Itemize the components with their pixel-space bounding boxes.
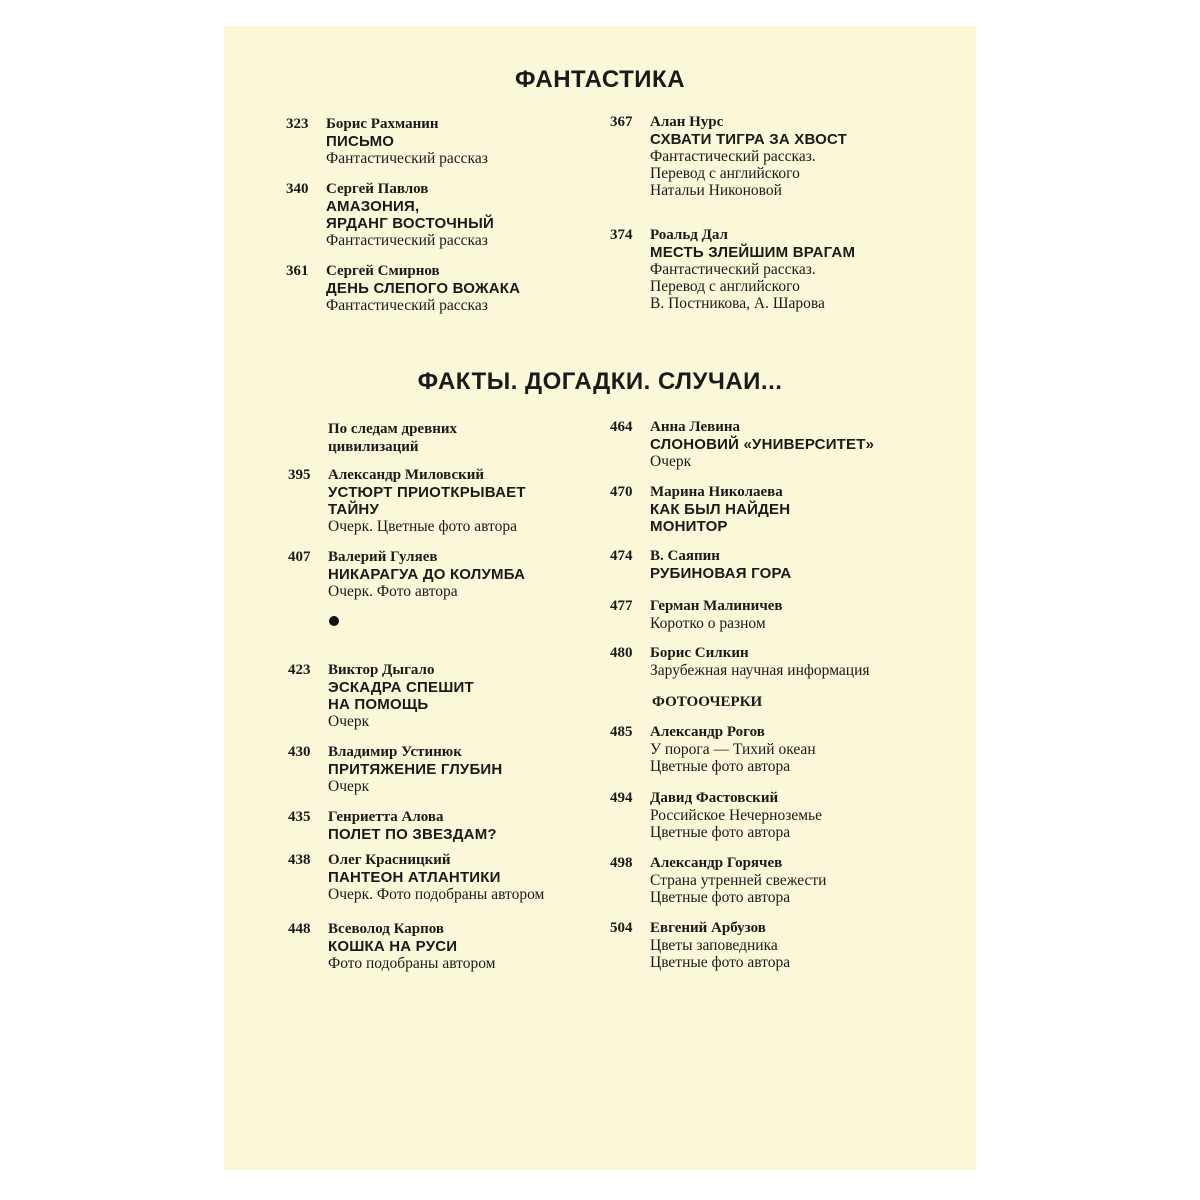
author-name: Александр Миловский: [328, 467, 485, 483]
article-title: НИКАРАГУА ДО КОЛУМБА: [328, 566, 526, 583]
article-description: Цветные фото автора: [650, 758, 791, 775]
article-description: Фантастический рассказ: [326, 297, 488, 314]
page-number: 494: [610, 790, 633, 806]
author-name: Давид Фастовский: [650, 790, 779, 806]
article-description: Зарубежная научная информация: [650, 662, 870, 679]
page-number: 423: [288, 662, 311, 678]
author-name: Анна Левина: [650, 419, 740, 435]
article-description: Натальи Никоновой: [650, 182, 782, 199]
article-title: ЭСКАДРА СПЕШИТ: [328, 679, 474, 696]
article-title: ЯРДАНГ ВОСТОЧНЫЙ: [326, 215, 494, 232]
article-title: ДЕНЬ СЛЕПОГО ВОЖАКА: [326, 280, 521, 297]
entry-body: [650, 114, 950, 199]
author-name: Сергей Смирнов: [326, 263, 440, 279]
article-title: КАК БЫЛ НАЙДЕН: [650, 501, 791, 518]
author-name: Евгений Арбузов: [650, 920, 766, 936]
subheading-photoessays: ФОТООЧЕРКИ: [652, 694, 763, 710]
article-description: Очерк: [328, 778, 370, 795]
page-number: 480: [610, 645, 633, 661]
article-title: ТАЙНУ: [328, 501, 379, 518]
article-description: Фантастический рассказ: [326, 232, 488, 249]
author-name: В. Саяпин: [650, 548, 720, 564]
author-name: Марина Николаева: [650, 484, 783, 500]
page-number: 367: [610, 114, 633, 130]
entry-body: [328, 662, 628, 730]
page-number: 504: [610, 920, 633, 936]
entry-body: [650, 548, 950, 582]
article-description: Перевод с английского: [650, 278, 800, 295]
author-name: Всеволод Карпов: [328, 921, 445, 937]
author-name: Валерий Гуляев: [328, 549, 438, 565]
article-description: Очерк: [328, 713, 370, 730]
entry-body: [328, 809, 628, 843]
article-title: ПАНТЕОН АТЛАНТИКИ: [328, 869, 501, 886]
author-name: Генриетта Алова: [328, 809, 444, 825]
entry-body: [328, 921, 628, 972]
entry-body: [650, 790, 950, 841]
article-description: Фантастический рассказ.: [650, 261, 816, 278]
author-name: Герман Малиничев: [650, 598, 783, 614]
author-name: Алан Нурс: [650, 114, 724, 130]
page-number: 470: [610, 484, 633, 500]
article-title: СЛОНОВИЙ «УНИВЕРСИТЕТ»: [650, 436, 875, 453]
author-name: Борис Силкин: [650, 645, 749, 661]
page-number: 340: [286, 181, 309, 197]
page-number: 407: [288, 549, 311, 565]
article-title: ПРИТЯЖЕНИЕ ГЛУБИН: [328, 761, 503, 778]
entry-body: [650, 227, 950, 312]
entry-body: [650, 855, 950, 906]
article-description: Российское Нечерноземье: [650, 807, 822, 824]
section-heading-fantastika: ФАНТАСТИКА: [514, 66, 686, 93]
entry-body: [650, 724, 950, 775]
article-title: КОШКА НА РУСИ: [328, 938, 458, 955]
page-number: 477: [610, 598, 633, 614]
entry-body: [650, 484, 950, 535]
page-number: 323: [286, 116, 309, 132]
article-description: У порога — Тихий океан: [650, 741, 816, 758]
entry-body: [328, 467, 628, 535]
article-description: Цветы заповедника: [650, 937, 778, 954]
entry-body: [326, 116, 626, 167]
entry-body: [326, 181, 626, 249]
author-name: Александр Горячев: [650, 855, 783, 871]
page-number: 435: [288, 809, 311, 825]
article-description: Фантастический рассказ: [326, 150, 488, 167]
article-description: Цветные фото автора: [650, 889, 791, 906]
page-number: 464: [610, 419, 633, 435]
entry-body: [326, 263, 626, 314]
article-description: Очерк: [650, 453, 692, 470]
article-title: НА ПОМОЩЬ: [328, 696, 429, 713]
entry-body: [328, 744, 628, 795]
subheading-line: По следам древних: [328, 421, 457, 437]
page-number: 361: [286, 263, 309, 279]
page-number: 498: [610, 855, 633, 871]
article-description: Цветные фото автора: [650, 954, 791, 971]
page-number: 438: [288, 852, 311, 868]
subheading-line: цивилизаций: [328, 439, 419, 455]
subheading-ancient-civilizations: [328, 420, 457, 456]
article-description: Фантастический рассказ.: [650, 148, 816, 165]
article-title: ПОЛЕТ ПО ЗВЕЗДАМ?: [328, 826, 497, 843]
entry-body: [328, 549, 628, 600]
entry-body: [328, 852, 628, 903]
article-description: Очерк. Фото автора: [328, 583, 458, 600]
article-title: ПИСЬМО: [326, 133, 395, 150]
entry-body: [650, 598, 950, 632]
page-number: 485: [610, 724, 633, 740]
article-title: СХВАТИ ТИГРА ЗА ХВОСТ: [650, 131, 848, 148]
page-number: 374: [610, 227, 633, 243]
author-name: Борис Рахманин: [326, 116, 439, 132]
author-name: Сергей Павлов: [326, 181, 429, 197]
article-description: В. Постникова, А. Шарова: [650, 295, 825, 312]
page-number: 474: [610, 548, 633, 564]
author-name: Александр Рогов: [650, 724, 765, 740]
author-name: Олег Красницкий: [328, 852, 451, 868]
bullet-separator: [329, 616, 339, 626]
article-description: Цветные фото автора: [650, 824, 791, 841]
page-sheet: [224, 26, 976, 1170]
entry-body: [650, 645, 950, 679]
article-title: МЕСТЬ ЗЛЕЙШИМ ВРАГАМ: [650, 244, 856, 261]
article-description: Фото подобраны автором: [328, 955, 496, 972]
page-number: 430: [288, 744, 311, 760]
author-name: Виктор Дыгало: [328, 662, 435, 678]
page-number: 448: [288, 921, 311, 937]
entry-body: [650, 920, 950, 971]
page-number: 395: [288, 467, 311, 483]
article-description: Страна утренней свежести: [650, 872, 827, 889]
author-name: Владимир Устинюк: [328, 744, 462, 760]
article-description: Очерк. Цветные фото автора: [328, 518, 517, 535]
section-heading-facts: ФАКТЫ. ДОГАДКИ. СЛУЧАИ...: [417, 368, 783, 395]
article-title: МОНИТОР: [650, 518, 728, 535]
article-description: Очерк. Фото подобраны автором: [328, 886, 545, 903]
entry-body: [650, 419, 950, 470]
article-title: АМАЗОНИЯ,: [326, 198, 420, 215]
article-description: Коротко о разном: [650, 615, 766, 632]
article-title: РУБИНОВАЯ ГОРА: [650, 565, 792, 582]
article-description: Перевод с английского: [650, 165, 800, 182]
article-title: УСТЮРТ ПРИОТКРЫВАЕТ: [328, 484, 526, 501]
author-name: Роальд Дал: [650, 227, 728, 243]
